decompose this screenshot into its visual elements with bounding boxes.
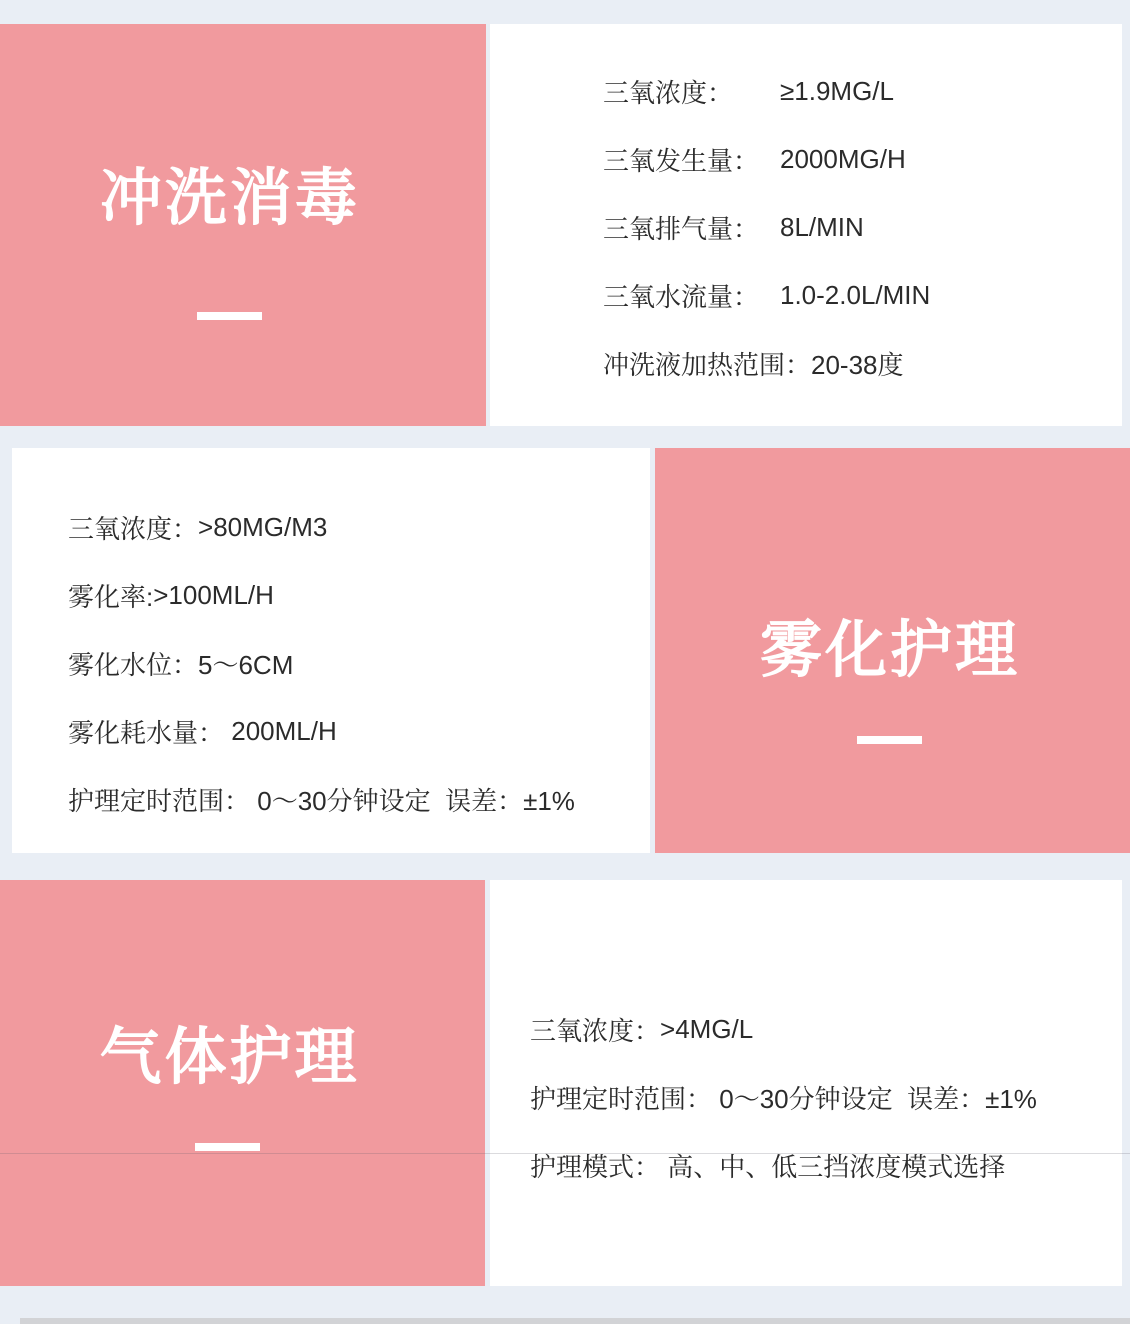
section-title: 冲洗消毒 <box>99 164 360 233</box>
spec-row <box>603 57 1122 125</box>
image-seam-line <box>0 1153 1130 1154</box>
spec-value: 5～6CM <box>198 649 294 680</box>
spec-label: 雾化率: <box>68 581 154 612</box>
spec-value: >80MG/M3 <box>198 511 328 542</box>
spec-panel-gas-care <box>490 880 1122 1286</box>
spec-row <box>603 261 1122 329</box>
title-underline-dash <box>197 312 262 320</box>
spec-label: 雾化水位： <box>68 649 199 680</box>
spec-value: ≥1.9MG/L <box>780 75 894 106</box>
spec-panel-rinse-disinfection <box>490 24 1122 426</box>
spec-panel-atomization-care <box>12 448 650 853</box>
section-title: 气体护理 <box>99 1023 360 1092</box>
section-title-block-gas-care <box>0 880 485 1286</box>
spec-label: 护理定时范围： <box>530 1083 713 1114</box>
spec-row <box>603 329 1122 397</box>
title-underline-dash <box>195 1143 260 1151</box>
spec-row <box>68 493 650 561</box>
spec-label: 三氧发生量： <box>603 145 760 176</box>
section-title-block-rinse-disinfection <box>0 24 486 426</box>
spec-label: 三氧排气量： <box>603 213 760 244</box>
spec-label: 三氧浓度： <box>603 77 734 108</box>
spec-label: 三氧浓度： <box>68 513 199 544</box>
spec-value: >100ML/H <box>153 579 274 610</box>
spec-label: 三氧浓度： <box>530 1015 661 1046</box>
spec-value: 20-38度 <box>811 349 904 380</box>
spec-value: 1.0-2.0L/MIN <box>780 279 931 310</box>
spec-label: 护理模式： <box>530 1151 661 1182</box>
spec-row <box>68 765 650 833</box>
spec-row <box>68 561 650 629</box>
section-title-block-atomization-care <box>655 448 1130 853</box>
spec-row <box>603 193 1122 261</box>
spec-label: 雾化耗水量： <box>68 717 225 748</box>
spec-row <box>68 629 650 697</box>
spec-value: >4MG/L <box>660 1013 754 1044</box>
title-underline-dash <box>857 736 922 744</box>
spec-label: 三氧水流量： <box>603 281 760 312</box>
spec-value: 8L/MIN <box>780 211 864 242</box>
spec-row <box>603 125 1122 193</box>
section-title: 雾化护理 <box>759 616 1020 685</box>
next-section-edge <box>20 1318 1130 1324</box>
spec-label: 护理定时范围： <box>68 785 251 816</box>
spec-label: 冲洗液加热范围： <box>603 349 812 380</box>
spec-value: 0～30分钟设定 误差：±1% <box>712 1083 1037 1114</box>
spec-value: 0～30分钟设定 误差：±1% <box>250 785 575 816</box>
spec-row <box>530 1063 1122 1131</box>
spec-row <box>68 697 650 765</box>
spec-value: 2000MG/H <box>780 143 906 174</box>
spec-row <box>530 995 1122 1063</box>
spec-value: 200ML/H <box>224 715 337 746</box>
spec-row <box>530 1131 1122 1199</box>
spec-value: 高、中、低三挡浓度模式选择 <box>660 1151 1006 1182</box>
